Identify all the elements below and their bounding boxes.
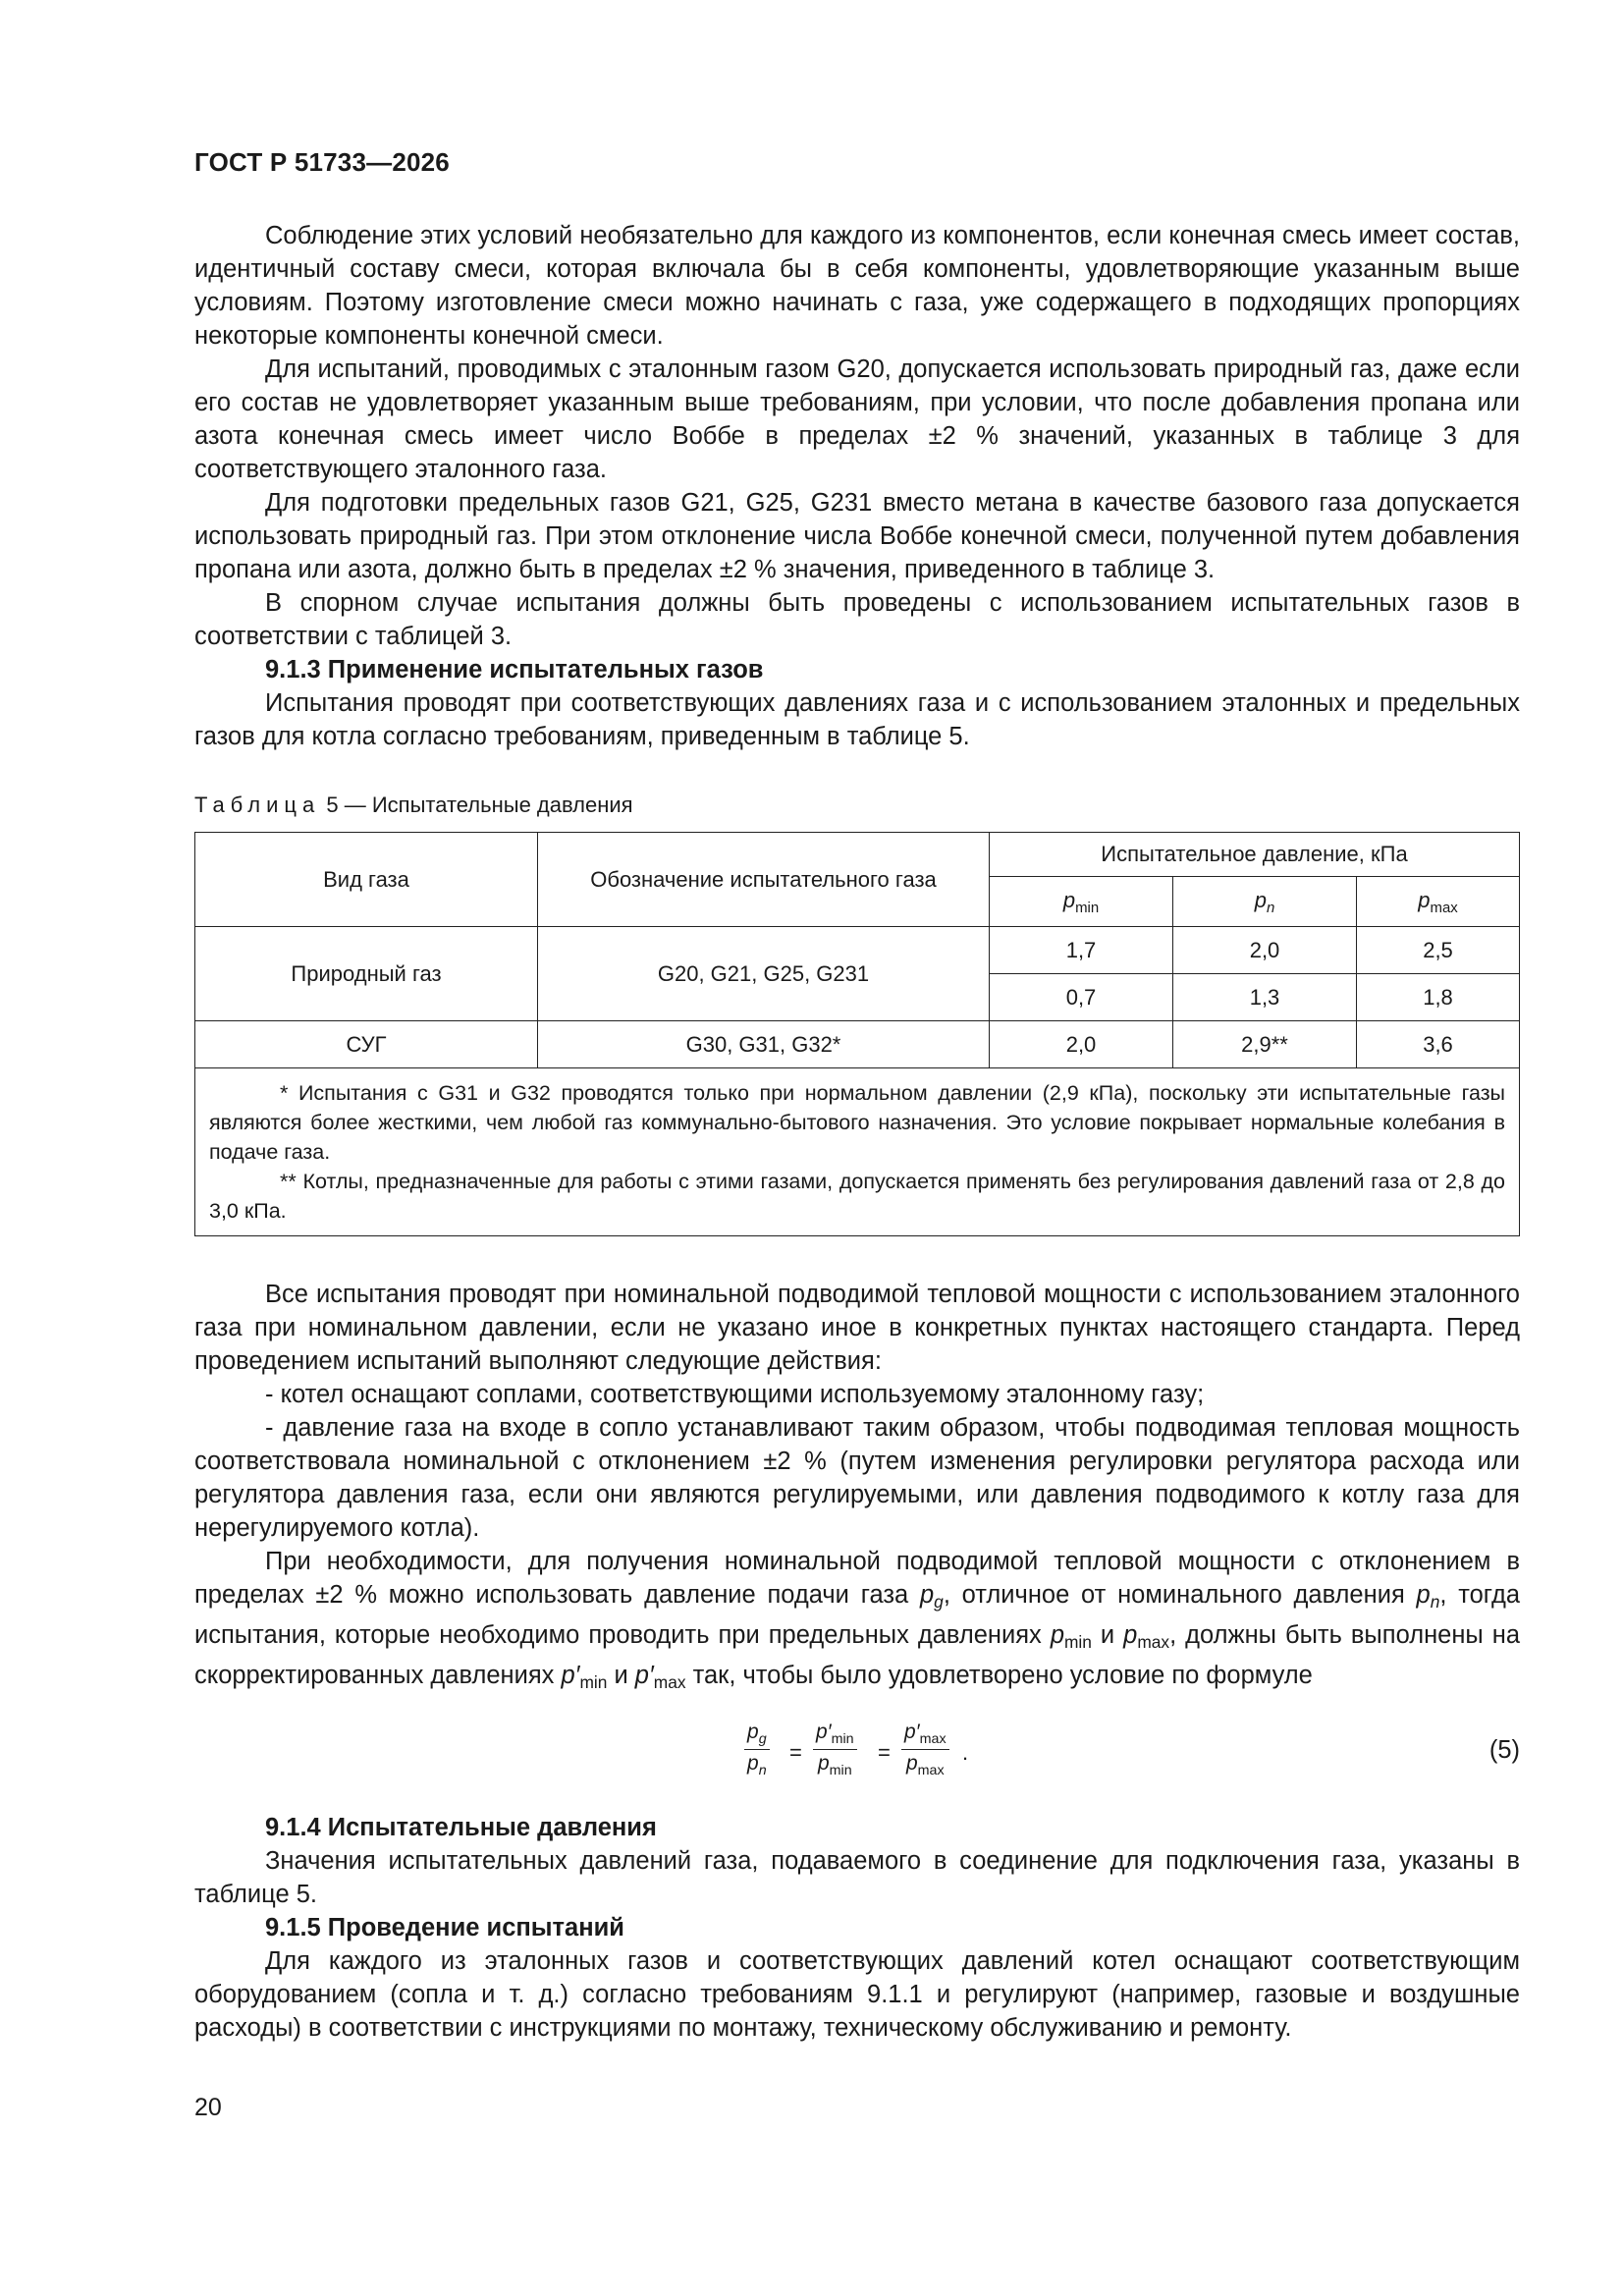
formula-fraction: $p'_{min}$ $p_{min}$ <box>813 1721 857 1778</box>
table-caption-word: Таблица <box>194 793 321 817</box>
paragraph: В спорном случае испытания должны быть проведены с использованием испытательных газов в соответствии с таблицей 3. <box>194 589 1520 650</box>
formula-equals: = <box>789 1740 802 1765</box>
paragraph: Соблюдение этих условий необязательно для каждого из компонентов, если конечная смесь имеет состав, идентичный составу смеси, которая включала бы в себя компоненты, удовлетворяющие указанным выше условиям. Поэтому изготовление смеси можно начинать с газа, уже содержащего в подходящих пропорциях некоторые компоненты конечной смеси. <box>194 222 1520 350</box>
table-caption-title: 5 — Испытательные давления <box>326 793 633 817</box>
list-item: - котел оснащают соплами, соответствующими используемому эталонному газу; <box>265 1381 1205 1408</box>
section-heading-9-1-4: 9.1.4 Испытательные давления <box>265 1814 657 1841</box>
section-heading-9-1-5: 9.1.5 Проведение испытаний <box>265 1914 624 1941</box>
page-number: 20 <box>194 2094 222 2121</box>
document-page <box>194 147 1520 2045</box>
test-pressures-table <box>194 832 1520 1236</box>
paragraph: Испытания проводят при соответствующих давлениях газа и с использованием эталонных и предельных газов для котла согласно требованиям, приведенным в таблице 5. <box>194 689 1520 750</box>
column-header-pmin: $p_{min}$ <box>990 877 1173 927</box>
table-note-2: ** Котлы, предназначенные для работы с этими газами, допускается применять без регулирования давлений газа от 2,8 до 3,0 кПа. <box>209 1170 1505 1223</box>
column-header-pressure: Испытательное давление, кПа <box>990 833 1520 877</box>
cell-value: 2,0 <box>1173 927 1357 974</box>
cell-value: 1,3 <box>1173 974 1357 1021</box>
paragraph: Для каждого из эталонных газов и соответствующих давлений котел оснащают соответствующим оборудованием (сопла и т. д.) согласно требованиям 9.1.1 и регулируют (например, газовые и воздушные расходы) в соответствии с инструкциями по монтажу, техническому обслуживанию и ремонту. <box>194 1947 1520 2042</box>
formula-equals: = <box>878 1740 891 1765</box>
paragraph: Для испытаний, проводимых с эталонным газом G20, допускается использовать природный газ, даже если его состав не удовлетворяет указанным выше требованиям, при условии, что после добавления пропана или азота конечная смесь имеет число Воббе в пределах ±2 % значений, указанных в таблице 3 для соответствующего эталонного газа. <box>194 355 1520 483</box>
column-header-pn: $p_n$ <box>1173 877 1357 927</box>
paragraph-with-symbols: При необходимости, для получения номинальной подводимой тепловой мощности с отклонением в пределах ±2 % можно использовать давление подачи газа $p_g$, отличное от номинального давления $p_n$, тогда испытания, которые необходимо проводить при предельных давлениях $p_{min}$ и $p_{max}$, должны быть выполнены на скорректированных давлениях $p'_{min}$ и $p'_{max}$ так, чтобы было удовлетворено условие по формуле <box>194 1548 1521 1692</box>
cell-value: 2,0 <box>990 1021 1173 1068</box>
table-row <box>195 927 1520 974</box>
paragraph: Все испытания проводят при номинальной подводимой тепловой мощности с использованием эталонного газа при номинальном давлении, если не указано иное в конкретных пунктах настоящего стандарта. Перед проведением испытаний выполняют следующие действия: <box>194 1281 1520 1375</box>
table-notes-row <box>195 1068 1520 1236</box>
cell-value: 2,5 <box>1357 927 1520 974</box>
cell-designation: G30, G31, G32* <box>538 1021 990 1068</box>
table-note-1: * Испытания с G31 и G32 проводятся только при нормальном давлении (2,9 кПа), поскольку эти испытательные газы являются более жесткими, чем любой газ коммунально-бытового назначения. Это условие покрывает нормальные колебания в подаче газа. <box>209 1081 1505 1164</box>
formula-fraction: $\frac{p_g}{p_n}$ <box>744 1721 770 1778</box>
column-header-pmax: $p_{max}$ <box>1357 877 1520 927</box>
formula-period: . <box>962 1740 969 1765</box>
cell-designation: G20, G21, G25, G231 <box>538 927 990 1021</box>
cell-gas: Природный газ <box>195 927 538 1021</box>
formula-5 <box>194 1721 1520 1791</box>
column-header-gas: Вид газа <box>195 833 538 927</box>
cell-value: 1,8 <box>1357 974 1520 1021</box>
table-notes <box>195 1068 1520 1236</box>
section-heading-9-1-3: 9.1.3 Применение испытательных газов <box>265 656 764 683</box>
cell-value: 3,6 <box>1357 1021 1520 1068</box>
list-item: - давление газа на входе в сопло устанавливают таким образом, чтобы подводимая тепловая мощность соответствовала номинальной с отклонением ±2 % (путем изменения регулировки регулятора расхода или регулятора давления газа, если они являются регулируемыми, или давления подводимого к котлу газа для нерегулируемого котла). <box>194 1414 1520 1542</box>
table-header-row <box>195 833 1520 877</box>
cell-value: 1,7 <box>990 927 1173 974</box>
formula-fraction: $p'_{max}$ $p_{max}$ <box>901 1721 949 1778</box>
cell-gas: СУГ <box>195 1021 538 1068</box>
cell-value: 2,9** <box>1173 1021 1357 1068</box>
paragraph: Для подготовки предельных газов G21, G25, G231 вместо метана в качестве базового газа допускается использовать природный газ. При этом отклонение числа Воббе конечной смеси, полученной путем добавления пропана или азота, должно быть в пределах ±2 % значения, приведенного в таблице 3. <box>194 489 1520 583</box>
table-row <box>195 1021 1520 1068</box>
column-header-designation: Обозначение испытательного газа <box>538 833 990 927</box>
formula-number: (5) <box>1488 1736 1520 1764</box>
table-caption <box>194 793 1520 818</box>
cell-value: 0,7 <box>990 974 1173 1021</box>
document-header: ГОСТ Р 51733—2026 <box>194 147 450 177</box>
paragraph: Значения испытательных давлений газа, подаваемого в соединение для подключения газа, указаны в таблице 5. <box>194 1847 1520 1908</box>
